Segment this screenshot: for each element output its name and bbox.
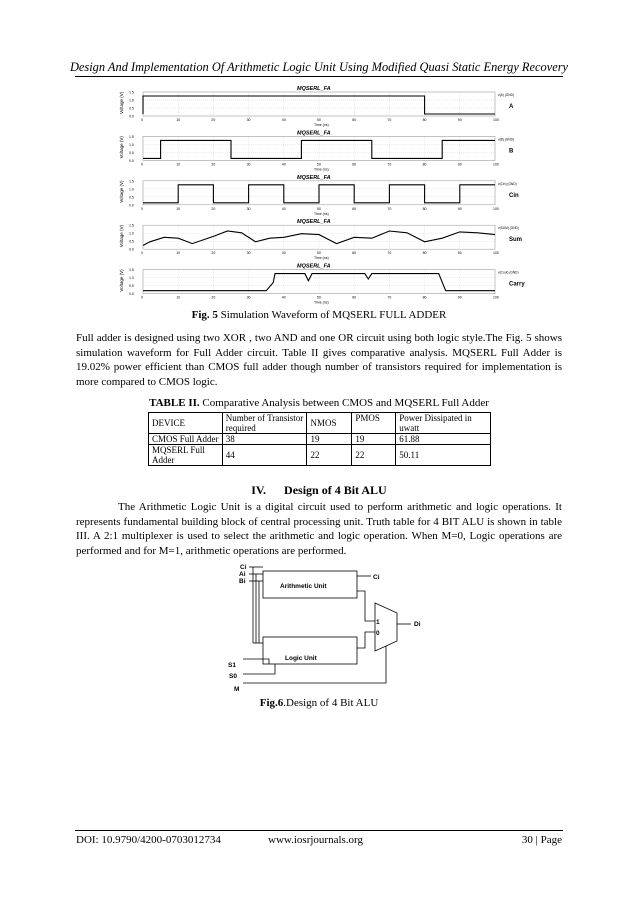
x-tick-label: 80 [422, 118, 427, 122]
y-axis-label: Voltage (V) [119, 224, 124, 248]
figure-6-alu-diagram [225, 563, 425, 695]
x-tick-label: 50 [317, 206, 321, 211]
net-label: v(SUM) (GND) [498, 226, 519, 231]
comparison-table [148, 412, 491, 466]
y-tick-label: 0.0 [129, 203, 134, 208]
arithmetic-unit-label: Arithmetic Unit [280, 583, 327, 590]
x-tick-label: 70 [387, 118, 392, 122]
y-tick-label: 0.5 [129, 150, 134, 155]
table-2-caption [0, 397, 638, 409]
x-tick-label: 20 [211, 295, 216, 300]
multiplexer [375, 603, 397, 651]
y-axis-label: Voltage (V) [119, 180, 124, 203]
table-cell: MQSERL Full Adder [149, 445, 223, 466]
waveform-trace [143, 185, 495, 203]
x-axis-label: Time (ns) [314, 256, 329, 261]
x-tick-label: 0 [141, 206, 143, 211]
x-tick-label: 30 [246, 251, 251, 256]
y-tick-label: 0.0 [129, 114, 134, 119]
table-cell: 19 [352, 434, 396, 445]
x-tick-label: 70 [387, 295, 392, 300]
net-label: v(Cout) (GND) [498, 270, 519, 275]
plot-title: MQSERL_FA [297, 219, 331, 226]
table-cell: 38 [222, 434, 307, 445]
x-tick-label: 0 [141, 251, 143, 256]
paragraph-alu: The Arithmetic Logic Unit is a digital circuit used to perform arithmetic and logic operations. It represents fundamental building block of central processing unit. Truth table for 4 BIT ALU is shown in table III. A 2:1 multiplexer is used to select the arithmetic and logic operation. When M=0, Logic operations are performed and for M=1, arithmetic operations are performed. [76, 501, 562, 557]
mux-input-0-label: 0 [376, 630, 380, 637]
figure-5-caption [0, 309, 638, 321]
x-tick-label: 40 [281, 206, 286, 211]
select-label: S1 [228, 662, 236, 669]
table-header-cell: NMOS [307, 413, 352, 434]
footer-page: 30 | Page [521, 834, 562, 846]
x-tick-label: 30 [246, 162, 251, 167]
table-cell: 61.88 [396, 434, 491, 445]
x-tick-label: 0 [141, 295, 143, 300]
x-tick-label: 90 [457, 206, 462, 211]
x-tick-label: 20 [211, 162, 216, 167]
signal-label: A [509, 104, 514, 110]
y-tick-label: 0.5 [129, 239, 134, 244]
table-header-cell: Power Dissipated in uwatt [396, 413, 491, 434]
y-tick-label: 0.5 [129, 284, 134, 289]
y-tick-label: 1.5 [129, 90, 134, 95]
table-cell: CMOS Full Adder [149, 434, 223, 445]
x-tick-label: 70 [387, 162, 392, 167]
mux-input-1-label: 1 [376, 619, 380, 626]
x-tick-label: 80 [422, 162, 427, 167]
arith-to-mux-line [357, 591, 375, 621]
x-tick-label: 20 [211, 251, 216, 256]
x-tick-label: 60 [352, 295, 357, 300]
figure-5-caption-label: Fig. 5 [191, 309, 218, 321]
y-tick-label: 1.0 [129, 187, 134, 192]
signal-label: Carry [509, 281, 525, 288]
x-tick-label: 30 [246, 295, 251, 300]
x-tick-label: 90 [457, 295, 462, 300]
x-tick-label: 10 [176, 162, 181, 167]
x-tick-label: 40 [281, 295, 286, 300]
x-tick-label: 100 [493, 251, 499, 256]
x-tick-label: 100 [493, 162, 499, 167]
x-tick-label: 10 [176, 206, 181, 211]
x-tick-label: 90 [457, 118, 462, 122]
paragraph-full-adder: Full adder is designed using two XOR , two AND and one OR circuit using both logic style.The Fig. 5 shows simulation waveform for Full Adder circuit. Table II gives comparative analysis. MQSERL Full Adder is 19.02% power efficient than CMOS full adder though number of transistors required for implementation is more compared to CMOS logic. [76, 332, 562, 388]
x-tick-label: 40 [281, 162, 286, 167]
net-label: v(Cin) (GND) [498, 181, 517, 186]
figure-5-caption-text: Simulation Waveform of MQSERL FULL ADDER [217, 309, 447, 321]
select-line-s1 [243, 659, 269, 664]
x-axis-label: Time (ns) [314, 211, 329, 216]
table-2-caption-text: Comparative Analysis between CMOS and MQSERL Full Adder [199, 397, 489, 409]
y-tick-label: 1.0 [129, 98, 134, 103]
x-tick-label: 50 [317, 295, 321, 300]
signal-label: B [509, 148, 514, 155]
y-axis-label: Voltage (V) [119, 269, 124, 292]
x-tick-label: 60 [352, 206, 357, 211]
y-tick-label: 1.5 [129, 179, 134, 184]
x-tick-label: 50 [317, 162, 321, 167]
figure-6-caption-label: Fig.6 [259, 697, 284, 709]
y-tick-label: 1.0 [129, 276, 134, 281]
signal-label: Cin [509, 192, 519, 199]
table-2-caption-label: TABLE II. [149, 397, 200, 409]
x-tick-label: 60 [352, 162, 357, 167]
x-axis-label: Time (ns) [314, 300, 329, 305]
y-tick-label: 0.0 [129, 158, 134, 163]
table-cell: 50.11 [396, 445, 491, 466]
plot-title: MQSERL_FA [297, 130, 331, 137]
table-header-row [149, 413, 491, 434]
table-header-cell: Number of Transistor required [222, 413, 307, 434]
figure-6-caption-text: .Design of 4 Bit ALU [283, 697, 379, 709]
logic-unit-label: Logic Unit [285, 655, 317, 662]
table-cell: 44 [222, 445, 307, 466]
select-label: M [234, 686, 240, 693]
x-tick-label: 20 [211, 206, 216, 211]
plot-title: MQSERL_FA [297, 263, 331, 270]
table-row [149, 434, 491, 445]
net-label: v(B) (GND) [498, 137, 514, 142]
table-cell: 22 [307, 445, 352, 466]
table-cell: 22 [352, 445, 396, 466]
y-tick-label: 1.5 [129, 268, 134, 273]
plot-title: MQSERL_FA [297, 86, 331, 92]
x-axis-label: Time (ns) [314, 123, 329, 127]
running-header: Design And Implementation Of Arithmetic Logic Unit Using Modified Quasi Static Energy Recovery [69, 60, 569, 74]
output-label: Di [414, 621, 421, 628]
x-tick-label: 90 [457, 251, 462, 256]
y-axis-label: Voltage (V) [119, 91, 124, 114]
header-rule [75, 76, 563, 77]
x-tick-label: 50 [317, 118, 321, 122]
section-title: Design of 4 Bit ALU [284, 483, 387, 497]
y-tick-label: 1.5 [129, 134, 134, 139]
select-line-m [243, 646, 386, 683]
x-tick-label: 30 [246, 206, 251, 211]
x-tick-label: 10 [176, 251, 181, 256]
figure-6-caption [0, 697, 638, 709]
logic-to-mux-line [357, 632, 375, 648]
footer-site: www.iosrjournals.org [268, 834, 364, 846]
figure-5-waveforms [95, 84, 540, 306]
y-tick-label: 1.0 [129, 142, 134, 147]
table-header-cell: DEVICE [149, 413, 223, 434]
x-tick-label: 0 [141, 118, 143, 122]
x-tick-label: 100 [493, 206, 499, 211]
y-tick-label: 0.5 [129, 106, 134, 111]
plot-title: MQSERL_FA [297, 174, 331, 181]
y-tick-label: 0.5 [129, 195, 134, 200]
x-tick-label: 30 [246, 118, 251, 122]
x-tick-label: 70 [387, 206, 392, 211]
y-tick-label: 0.0 [129, 292, 134, 297]
input-label: Ai [239, 571, 246, 578]
x-tick-label: 50 [317, 251, 321, 256]
x-tick-label: 40 [281, 118, 286, 122]
y-axis-label: Voltage (V) [119, 136, 124, 159]
carry-out-label: Ci [373, 574, 380, 581]
select-line-s0 [243, 664, 275, 674]
x-axis-label: Time (ns) [314, 167, 329, 172]
x-tick-label: 70 [387, 251, 392, 256]
x-tick-label: 60 [352, 118, 357, 122]
x-tick-label: 80 [422, 295, 427, 300]
x-tick-label: 40 [281, 251, 286, 256]
input-label: Bi [239, 578, 246, 585]
select-label: S0 [229, 673, 237, 680]
table-row [149, 445, 491, 466]
net-label: v(A) (GND) [498, 93, 514, 97]
x-tick-label: 80 [422, 206, 427, 211]
x-tick-label: 0 [141, 162, 143, 167]
table-header-cell: PMOS [352, 413, 396, 434]
x-tick-label: 90 [457, 162, 462, 167]
footer-rule [75, 830, 563, 831]
section-heading [0, 483, 638, 498]
section-number: IV. [251, 483, 267, 497]
footer-doi: DOI: 10.9790/4200-0703012734 [76, 834, 221, 846]
x-tick-label: 20 [211, 118, 216, 122]
table-cell: 19 [307, 434, 352, 445]
y-tick-label: 1.0 [129, 231, 134, 236]
x-tick-label: 100 [493, 118, 499, 122]
input-label: Ci [240, 564, 247, 571]
x-tick-label: 100 [493, 295, 499, 300]
y-tick-label: 0.0 [129, 247, 134, 252]
x-tick-label: 80 [422, 251, 427, 256]
x-tick-label: 10 [176, 295, 181, 300]
signal-label: Sum [509, 237, 523, 244]
x-tick-label: 60 [352, 251, 357, 256]
y-tick-label: 1.5 [129, 223, 134, 228]
x-tick-label: 10 [176, 118, 181, 122]
